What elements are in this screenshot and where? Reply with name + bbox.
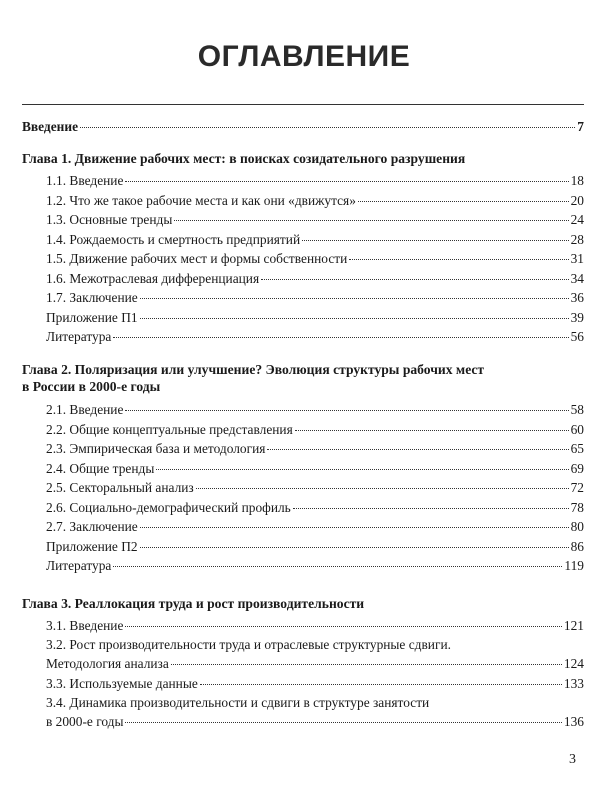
toc-entry-page: 31 <box>570 251 584 266</box>
toc-entry[interactable] <box>46 519 584 535</box>
toc-entry-page: 24 <box>570 212 584 227</box>
dot-leader <box>293 508 569 509</box>
dot-leader <box>295 430 569 431</box>
toc-entry[interactable] <box>46 310 584 326</box>
toc-entry-label: 1.3. Основные тренды <box>46 212 173 227</box>
toc-entry-label: 3.3. Используемые данные <box>46 676 198 691</box>
toc-entry-label: 2.1. Введение <box>46 402 124 417</box>
toc-entry[interactable] <box>46 441 584 457</box>
toc-entry-page: 39 <box>570 310 584 325</box>
toc-entry-label: 3.1. Введение <box>46 618 124 633</box>
toc-entry-page: 124 <box>563 656 584 671</box>
toc-entry-label: 2.7. Заключение <box>46 519 138 534</box>
dot-leader <box>140 298 569 299</box>
dot-leader <box>140 318 569 319</box>
toc-entry-label: Введение <box>22 119 79 134</box>
toc-entry-label: 2.3. Эмпирическая база и методология <box>46 441 266 456</box>
toc-entry[interactable] <box>46 480 584 496</box>
dot-leader <box>174 220 568 221</box>
chapter-3-title[interactable]: Глава 3. Реаллокация труда и рост производительности <box>22 596 365 611</box>
dot-leader <box>80 127 575 128</box>
toc-entry-page: 58 <box>570 402 584 417</box>
toc-entry[interactable] <box>46 193 584 209</box>
page-title: ОГЛАВЛЕНИЕ <box>197 40 411 73</box>
toc-entry[interactable] <box>46 714 584 730</box>
toc-entry-label: Литература <box>46 329 112 344</box>
toc-entry-page: 136 <box>563 714 584 729</box>
dot-leader <box>196 488 569 489</box>
dot-leader <box>125 722 561 723</box>
toc-entry[interactable] <box>46 329 584 345</box>
toc-entry-page: 80 <box>570 519 584 534</box>
dot-leader <box>171 664 562 665</box>
toc-entry-label: 1.6. Межотраслевая дифференциация <box>46 271 260 286</box>
toc-entry-label: Приложение П1 <box>46 310 138 325</box>
toc-entry-page: 65 <box>570 441 584 456</box>
chapter-2-title-line-2[interactable]: в России в 2000-е годы <box>22 379 161 394</box>
toc-entry-3-4-line-1[interactable]: 3.4. Динамика производительности и сдвиги в структуре занятости <box>46 695 430 710</box>
toc-entry[interactable] <box>46 539 584 555</box>
toc-entry[interactable] <box>46 290 584 306</box>
toc-entry[interactable] <box>46 271 584 287</box>
dot-leader <box>140 547 569 548</box>
toc-entry-page: 18 <box>570 173 584 188</box>
toc-entry-intro[interactable] <box>22 119 584 135</box>
dot-leader <box>156 469 568 470</box>
toc-entry-label: 1.1. Введение <box>46 173 124 188</box>
toc-entry-page: 20 <box>570 193 584 208</box>
toc-entry-page: 56 <box>570 329 584 344</box>
toc-entry-page: 28 <box>570 232 584 247</box>
dot-leader <box>125 181 568 182</box>
toc-entry-label: в 2000-е годы <box>46 714 124 729</box>
toc-entry[interactable] <box>46 676 584 692</box>
toc-entry-label: 1.4. Рождаемость и смертность предприятий <box>46 232 301 247</box>
dot-leader <box>125 626 561 627</box>
dot-leader <box>302 240 568 241</box>
toc-entry[interactable] <box>46 558 584 574</box>
toc-entry-label: Приложение П2 <box>46 539 138 554</box>
toc-entry-page: 119 <box>564 558 584 573</box>
toc-entry[interactable] <box>46 173 584 189</box>
toc-entry[interactable] <box>46 618 584 634</box>
toc-entry-page: 34 <box>570 271 584 286</box>
dot-leader <box>349 259 568 260</box>
dot-leader <box>200 684 562 685</box>
chapter-1-title[interactable]: Глава 1. Движение рабочих мест: в поисках созидательного разрушения <box>22 151 466 166</box>
toc-entry-page: 72 <box>570 480 584 495</box>
page-number: 3 <box>569 752 576 767</box>
toc-entry[interactable] <box>46 212 584 228</box>
dot-leader <box>358 201 569 202</box>
toc-entry-label: Методология анализа <box>46 656 169 671</box>
toc-entry[interactable] <box>46 402 584 418</box>
dot-leader <box>261 279 568 280</box>
toc-entry[interactable] <box>46 656 584 672</box>
toc-entry-label: 1.7. Заключение <box>46 290 138 305</box>
toc-entry-page: 78 <box>570 500 584 515</box>
dot-leader <box>140 527 569 528</box>
toc-entry-label: 2.4. Общие тренды <box>46 461 155 476</box>
toc-entry-label: 2.2. Общие концептуальные представления <box>46 422 293 437</box>
toc-entry-label: Литература <box>46 558 112 573</box>
toc-entry[interactable] <box>46 251 584 267</box>
toc-entry-label: 2.6. Социально-демографический профиль <box>46 500 291 515</box>
toc-entry[interactable] <box>46 232 584 248</box>
toc-entry-page: 121 <box>563 618 584 633</box>
toc-entry[interactable] <box>46 500 584 516</box>
dot-leader <box>267 449 568 450</box>
toc-entry-3-2-line-1[interactable]: 3.2. Рост производительности труда и отраслевые структурные сдвиги. <box>46 637 451 652</box>
chapter-2-title-line-1[interactable]: Глава 2. Поляризация или улучшение? Эволюция структуры рабочих мест <box>22 362 485 377</box>
toc-entry[interactable] <box>46 422 584 438</box>
dot-leader <box>125 410 568 411</box>
dot-leader <box>113 337 568 338</box>
toc-entry-page: 36 <box>570 290 584 305</box>
toc-entry-page: 7 <box>577 119 584 134</box>
dot-leader <box>113 566 562 567</box>
toc-entry-label: 2.5. Секторальный анализ <box>46 480 194 495</box>
title-divider <box>22 104 584 105</box>
toc-entry[interactable] <box>46 461 584 477</box>
toc-entry-page: 133 <box>563 676 584 691</box>
toc-entry-label: 1.5. Движение рабочих мест и формы собственности <box>46 251 348 266</box>
toc-entry-label: 1.2. Что же такое рабочие места и как они «движутся» <box>46 193 356 208</box>
toc-entry-page: 86 <box>570 539 584 554</box>
toc-entry-page: 69 <box>570 461 584 476</box>
toc-entry-page: 60 <box>570 422 584 437</box>
